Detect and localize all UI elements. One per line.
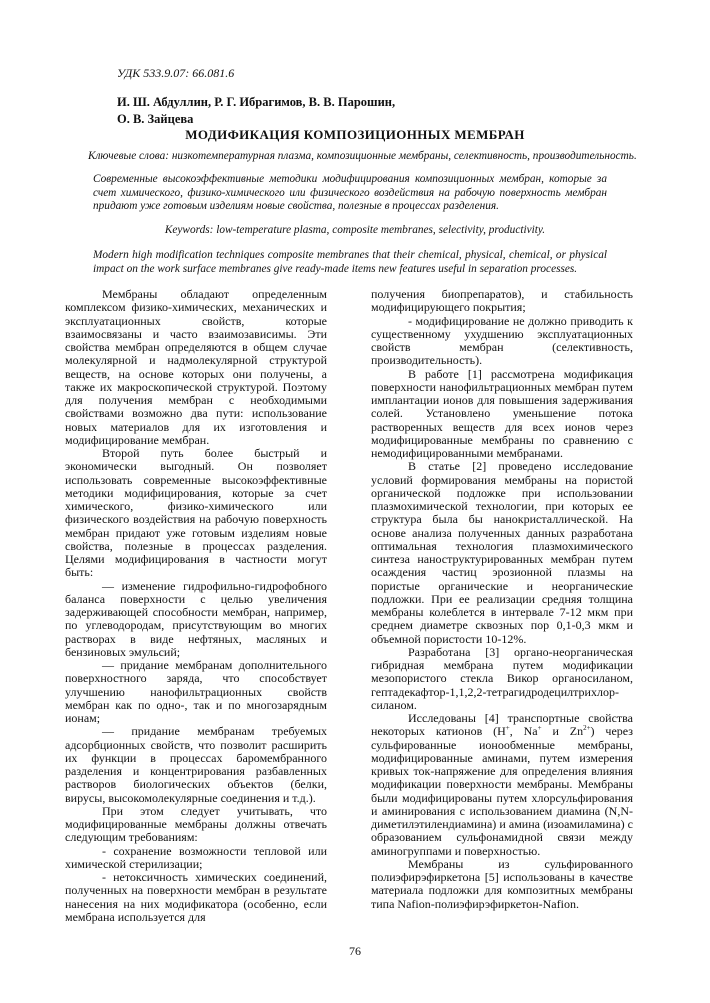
paragraph: Второй путь более быстрый и экономически выгодный. Он позволяет использовать современные высокоэффективные методики модифицирования, которые за счет химического, физико-химического или физического воздействия на рабочую поверхность мембран придают уже готовым изделиям новые свойства, полезные в процессах разделения. Целями модифицирования в частности могут быть: bbox=[65, 446, 327, 580]
abstract-english: Modern high modification techniques composite membranes that their chemical, physical, chemical, or physical impact on the work surface membranes give ready-made items new features useful in separation processes. bbox=[93, 249, 607, 275]
paper-title: МОДИФИКАЦИЯ КОМПОЗИЦИОННЫХ МЕМБРАН bbox=[185, 127, 525, 142]
list-item: - сохранение возможности тепловой или химической стерилизации; bbox=[65, 843, 327, 871]
paragraph: Мембраны обладают определенным комплексом физико-химических, механических и эксплуатационных свойств, которые взаимосвязаны и часто взаимозависимы. Эти свойства мембран определяются в общем случае молекулярной и надмолекулярной структурой веществ, на основе которых они получены, а также их макроскопической структурой. Поэтому для получения мембран с необходимыми свойствами возможно два пути: использование новых материалов для их изготовления и модифицирование мембран. bbox=[65, 287, 327, 447]
paragraph-continued: получения биопрепаратов), и стабильность модифицирующего покрытия; bbox=[371, 287, 633, 315]
cations-separator: и Zn bbox=[541, 724, 584, 739]
list-item: — изменение гидрофильно-гидрофобного баланса поверхности с целью увеличения задерживающей способности мембран, например, по углеводородам, присутствующим во многих растворах в виде нефтяных, масляных и бензиновых эмульсий; bbox=[65, 578, 327, 659]
page-number: 76 bbox=[349, 944, 361, 958]
keywords-russian: Ключевые слова: низкотемпературная плазма, композиционные мембраны, селективность, производительность. bbox=[88, 150, 637, 162]
superscript-charge: 2+ bbox=[583, 724, 591, 733]
paragraph: Разработана [3] органо-неорганическая гибридная мембрана путем модификации мезопористого стекла Викор органосиланом, гептадекафтор-1,1,2,2-тетрагидродецилтрихлор-силаном. bbox=[371, 644, 633, 712]
cations-text-end: ) через сульфированные ионообменные мембраны, модифицированные аминами, путем измерения кривых ток-напряжение для определения влияния модификации поверхности мембраны. Мембраны были модифицированы путем хлорсульфирования и аминирования с использованием диамина (N,N-диметилэтилендиамина) и амина (изоамиламина) с образованием сульфонамидной связи между аминогруппами и поверхностью. bbox=[371, 724, 633, 858]
udc-code: УДК 533.9.07: 66.081.6 bbox=[117, 66, 235, 80]
left-column bbox=[65, 288, 327, 924]
abstract-russian: Современные высокоэффективные методики модифицирования композиционных мембран, которые за счет химического, физико-химического или физического воздействия на рабочую поверхность мембран придают уже готовым изделиям новые свойства, полезные в процессах разделения. bbox=[93, 173, 607, 212]
list-item: — придание мембранам требуемых адсорбционных свойств, что позволит расширить их функции в процессах баромембранного разделения и концентрирования разбавленных растворов биологических объектов (белки, вирусы, высокомолекулярные соединения и т.д.). bbox=[65, 724, 327, 805]
list-item: - модифицирование не должно приводить к существенному ухудшению эксплуатационных свойств мембран (селективность, производительность). bbox=[371, 313, 633, 368]
superscript-charge: + bbox=[505, 724, 510, 733]
list-item: - нетоксичность химических соединений, полученных на поверхности мембран в результате нанесения на них модификатора (особенно, если мембрана используется для bbox=[65, 870, 327, 924]
cations-separator: , Na bbox=[509, 724, 538, 739]
paragraph: Мембраны из сульфированного полиэфирэфиркетона [5] использованы в качестве материала подложки для композитных мембраны типа Nafion-полиэфирэфиркетон-Nafion. bbox=[371, 856, 633, 911]
authors-line-2: О. В. Зайцева bbox=[117, 112, 194, 126]
cations-text-start: Исследованы [4] транспортные свойства некоторых катионов (H bbox=[371, 711, 633, 739]
keywords-english: Keywords: low-temperature plasma, composite membranes, selectivity, productivity. bbox=[164, 224, 546, 236]
superscript-charge: + bbox=[537, 724, 542, 733]
list-item: — придание мембранам дополнительного поверхностного заряда, что способствует улучшению нанофильтрационных свойств мембран как по одно-, так и по многозарядным ионам; bbox=[65, 658, 327, 725]
paragraph: При этом следует учитывать, что модифицированные мембраны должны отвечать следующим требованиям: bbox=[65, 803, 327, 845]
right-column bbox=[371, 288, 633, 911]
paragraph: В работе [1] рассмотрена модификация поверхности нанофильтрационных мембран путем имплантации ионов для повышения задерживания солей. Установлено уменьшение потока растворенных веществ для всех ионов через модифицированные мембраны по сравнению с немодифицированными мембранами. bbox=[371, 366, 633, 460]
paragraph: В статье [2] проведено исследование условий формирования мембраны на пористой органической подложке при использовании плазмохимической технологии, при которых ее структура была бы нанокристаллической. На основе анализа полученных данных разработана оптимальная технология плазмохимического синтеза наноструктурированных мембран путем осаждения частиц эрозионной плазмы на пористые органические и неорганические подложки. При ее реализации средняя толщина мембраны колеблется в интервале 7-12 мкм при среднем диаметре сквозных пор 0,1-0,3 мкм и объемной пористости 10-12%. bbox=[371, 459, 633, 646]
authors bbox=[117, 94, 617, 128]
authors-line-1: И. Ш. Абдуллин, Р. Г. Ибрагимов, В. В. Парошин, bbox=[117, 95, 396, 109]
paragraph-cations bbox=[371, 712, 633, 858]
